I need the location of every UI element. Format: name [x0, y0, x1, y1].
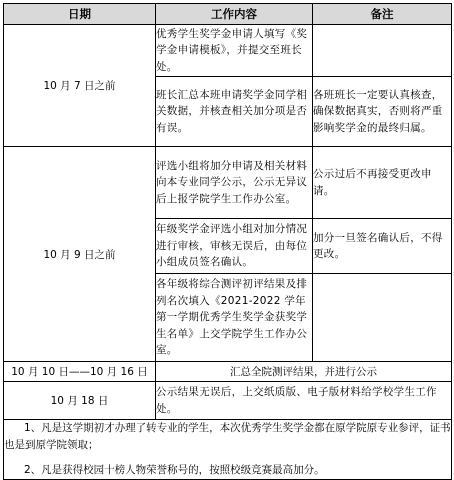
table-row	[4, 362, 452, 382]
content-cell: 评选小组将加分申请及相关材料向本专业同学公示，公示无异议后上报学院学生工作办公室。	[156, 147, 313, 219]
notes-cell	[4, 420, 452, 480]
header-date: 日期	[4, 4, 156, 25]
remark-cell: 公示过后不再接受更改申请。	[313, 147, 452, 219]
remark-cell	[313, 25, 452, 77]
content-cell: 优秀学生奖学金申请人填写《奖学金申请模板》，并提交至班长处。	[156, 25, 313, 77]
remark-cell: 各班班长一定要认真核查，确保数据真实，否则将严重影响奖学金的最终归属。	[313, 77, 452, 147]
note-2: 2、凡是获得校园十榜人物荣誉称号的，按照校级竞赛最高加分。	[24, 464, 325, 476]
table-row	[4, 382, 452, 420]
header-remarks: 备注	[313, 4, 452, 25]
date-cell: 10 月 18 日	[4, 382, 156, 420]
note-1: 1、凡是这学期初才办理了转专业的学生，本次优秀学生奖学金都在原学院原专业参评，证书也是到原学院领取；	[4, 422, 451, 451]
table-row	[4, 147, 452, 219]
content-cell: 班长汇总本班申请奖学金同学相关数据，并核查相关加分项是否有误。	[156, 77, 313, 147]
notes-row	[4, 420, 452, 480]
date-cell: 10 月 9 日之前	[4, 147, 156, 362]
header-row	[4, 4, 452, 25]
table-row	[4, 25, 452, 77]
schedule-table	[3, 3, 452, 480]
header-content: 工作内容	[156, 4, 313, 25]
remark-cell	[313, 274, 452, 362]
content-cell: 年级奖学金评选小组对加分情况进行审核，审核无误后，由每位小组成员签名确认。	[156, 219, 313, 274]
date-cell: 10 月 7 日之前	[4, 25, 156, 147]
content-cell: 各年级将综合测评初评结果及排列名次填入《2021-2022 学年第一学期优秀学生奖学金获奖学生名单》上交学院学生工作办公室。	[156, 274, 313, 362]
date-cell: 10 月 10 日——10 月 16 日	[4, 362, 156, 382]
content-cell: 汇总全院测评结果，并进行公示	[156, 362, 452, 382]
remark-cell: 加分一旦签名确认后，不得更改。	[313, 219, 452, 274]
content-cell: 公示结果无误后，上交纸质版、电子版材料给学校学生工作处。	[156, 382, 452, 420]
